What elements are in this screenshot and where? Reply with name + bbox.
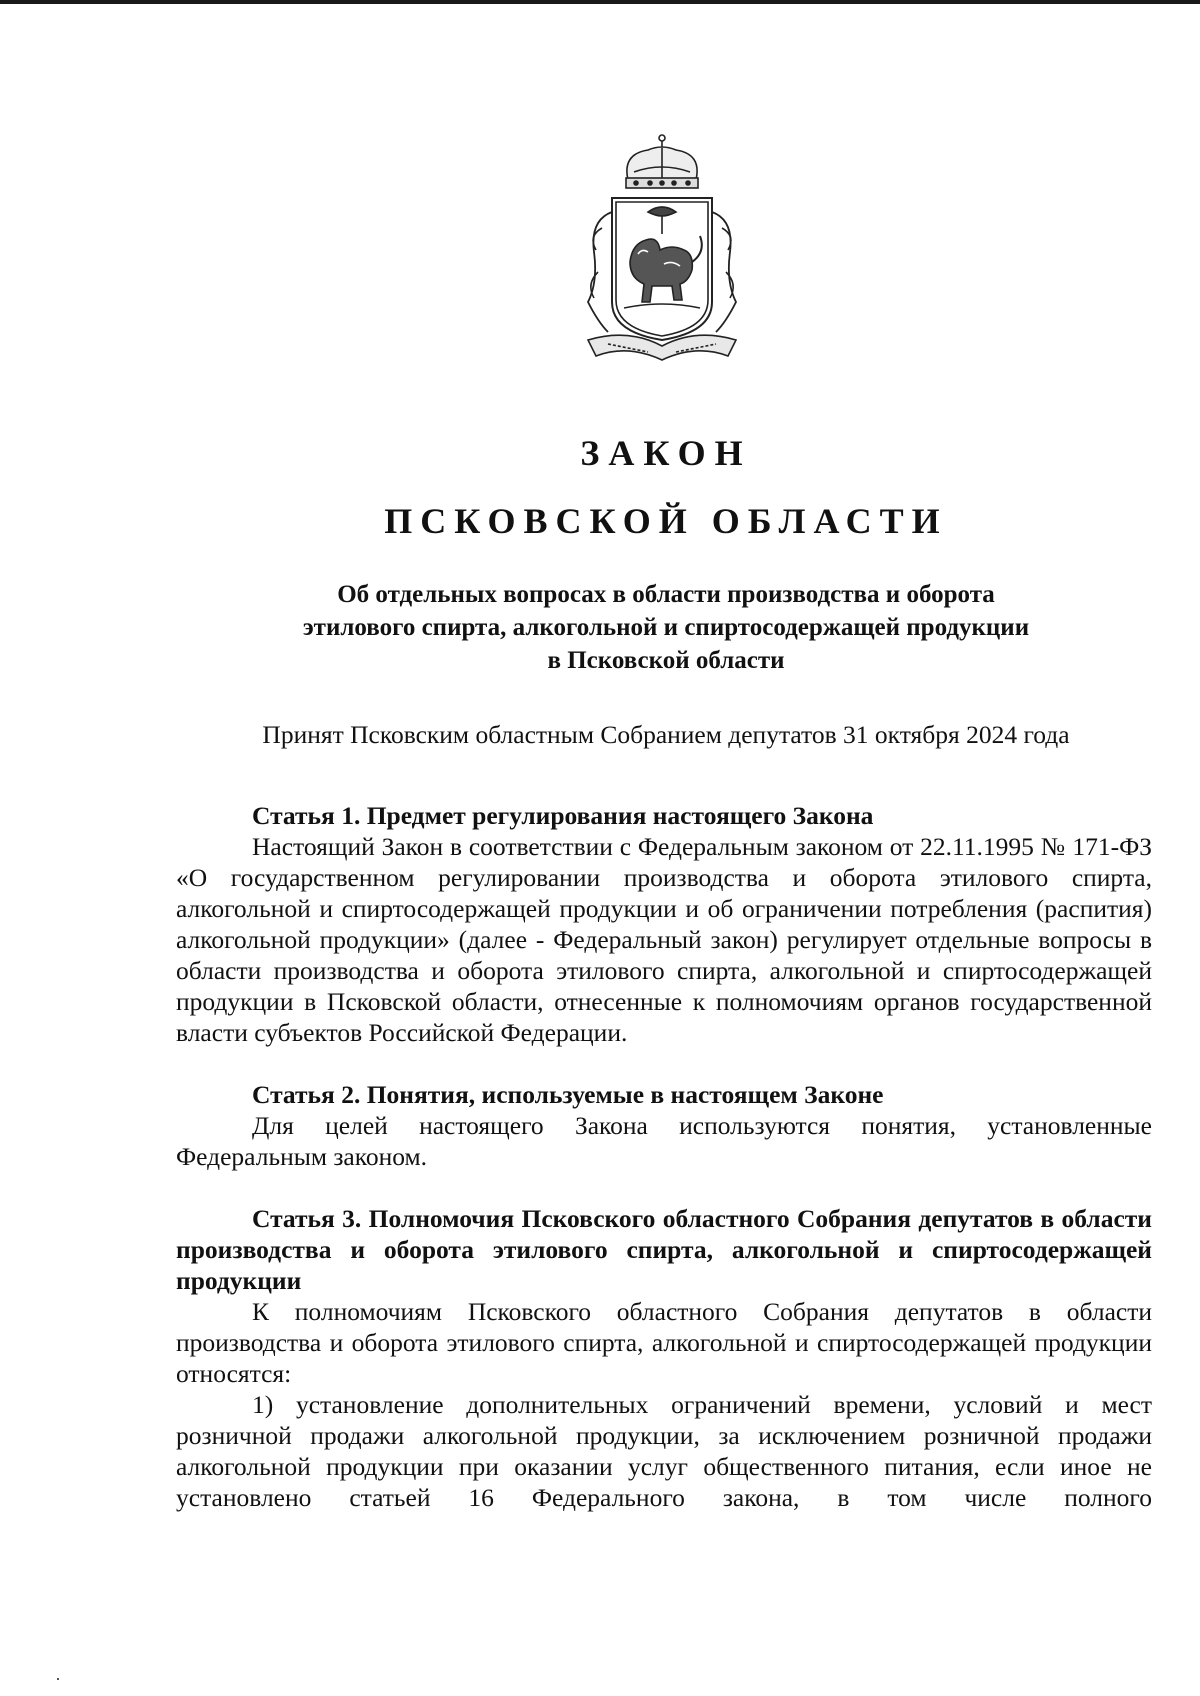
adoption-statement: Принят Псковским областным Собранием депутатов 31 октября 2024 года xyxy=(262,720,1070,749)
subtitle-line: в Псковской области xyxy=(547,647,785,674)
law-body xyxy=(176,800,1152,1513)
article-1-paragraph: Настоящий Закон в соответствии с Федеральным законом от 22.11.1995 № 171-ФЗ «О государственном регулировании производства и оборота этилового спирта, алкогольной и спиртосодержащей продукции и об ограничении потребления (распития) алкогольной продукции» (далее - Федеральный закон) регулирует отдельные вопросы в области производства и оборота этилового спирта, алкогольной и спиртосодержащей продукции в Псковской области, отнесенные к полномочиям органов государственной власти субъектов Российской Федерации. xyxy=(176,832,1152,1047)
article-3-paragraph: К полномочиям Псковского областного Собрания депутатов в области производства и оборота этилового спирта, алкогольной и спиртосодержащей продукции относятся: xyxy=(176,1297,1152,1388)
scan-speck xyxy=(57,1678,59,1680)
article-2-heading: Статья 2. Понятия, используемые в настоящем Законе xyxy=(252,1080,884,1109)
law-subject-title xyxy=(176,578,1156,677)
article-3-heading: Статья 3. Полномочия Псковского областного Собрания депутатов в области производства и оборота этилового спирта, алкогольной и спиртосодержащей продукции xyxy=(176,1204,1152,1295)
article-2-paragraph: Для целей настоящего Закона используются понятия, установленные Федеральным законом. xyxy=(176,1111,1152,1171)
pskov-coat-of-arms-icon xyxy=(568,132,756,372)
subtitle-line: этилового спирта, алкогольной и спиртосодержащей продукции xyxy=(302,614,1030,641)
subtitle-line: Об отдельных вопросах в области производства и оборота xyxy=(337,581,995,608)
article-3-item-1: 1) установление дополнительных ограничений времени, условий и мест розничной продажи алкогольной продукции, за исключением розничной продажи алкогольной продукции при оказании услуг общественного питания, если иное не установлено статьей 16 Федерального закона, в том числе полного xyxy=(176,1390,1152,1512)
article-1-heading: Статья 1. Предмет регулирования настоящего Закона xyxy=(252,801,874,830)
top-border-rule xyxy=(0,0,1200,4)
document-type-title: ЗАКОН xyxy=(580,433,752,473)
issuing-region-title: ПСКОВСКОЙ ОБЛАСТИ xyxy=(384,501,948,541)
